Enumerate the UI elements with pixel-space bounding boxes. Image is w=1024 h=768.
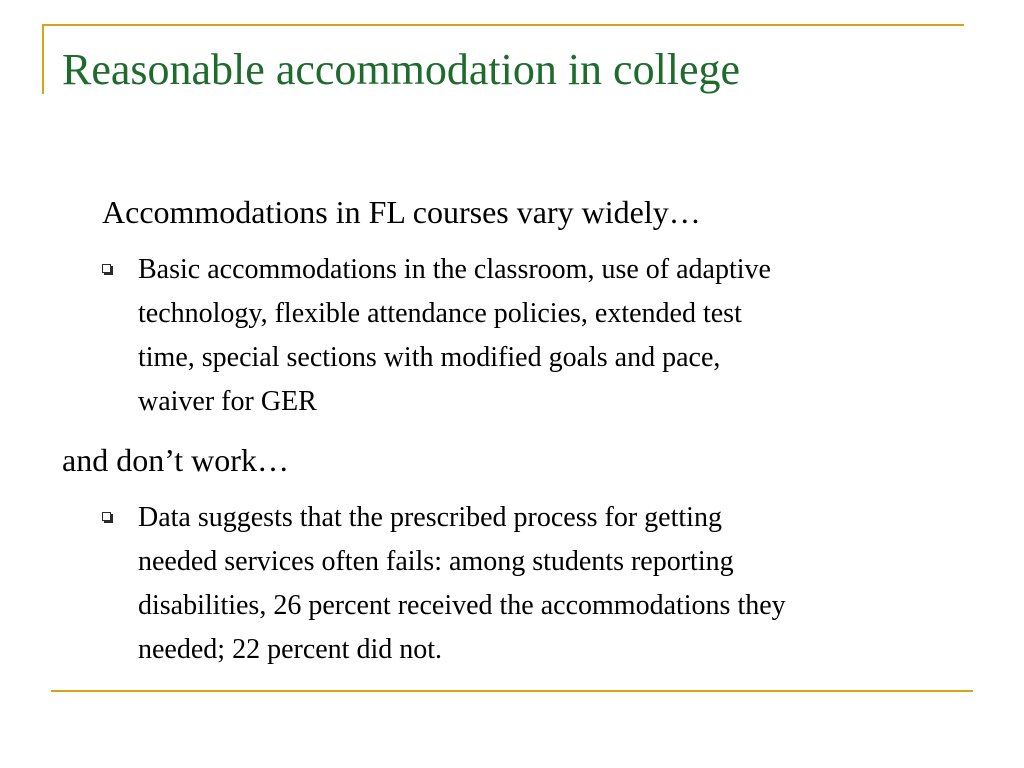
bullet-text — [138, 248, 972, 424]
bullet-line: Data suggests that the prescribed process for getting — [138, 502, 722, 533]
bullet-line: technology, flexible attendance policies, extended test — [138, 298, 742, 329]
bullet-line: Basic accommodations in the classroom, use of adaptive — [138, 254, 771, 285]
square-bullet-icon — [102, 264, 111, 273]
bullet-text — [138, 496, 972, 672]
slide-title: Reasonable accommodation in college — [62, 45, 741, 94]
bullet-line: waiver for GER — [138, 386, 317, 417]
bullet-line: disabilities, 26 percent received the accommodations they — [138, 590, 786, 621]
bullet-line: needed services often fails: among students reporting — [138, 546, 734, 577]
section-heading-dont-work: and don’t work… — [62, 442, 289, 478]
bullet-line: time, special sections with modified goals and pace, — [138, 342, 721, 373]
bottom-rule — [51, 690, 973, 692]
section-heading-accommodations: Accommodations in FL courses vary widely… — [102, 194, 701, 230]
top-rule — [42, 24, 964, 26]
square-bullet-icon — [102, 512, 111, 521]
bullet-line: needed; 22 percent did not. — [138, 634, 443, 665]
left-rule — [42, 24, 44, 94]
